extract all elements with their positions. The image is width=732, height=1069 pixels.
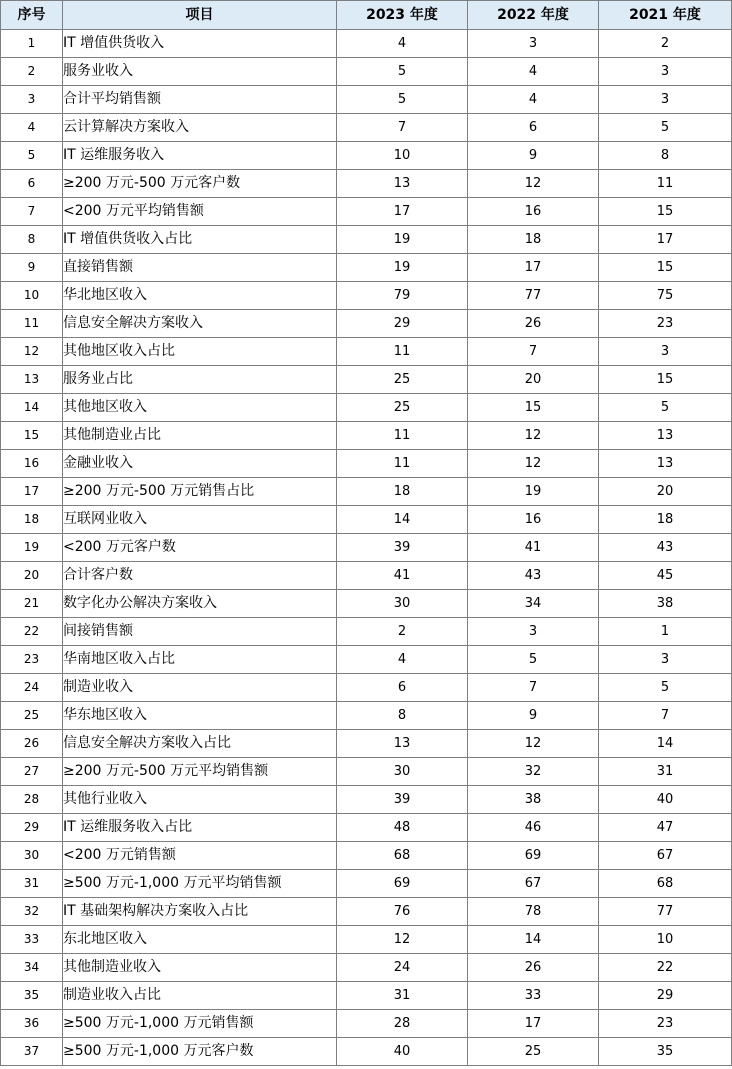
cell-2022: 19 (468, 478, 599, 506)
cell-2023: 25 (337, 366, 468, 394)
cell-2021: 1 (599, 618, 732, 646)
cell-2022: 17 (468, 1010, 599, 1038)
cell-2021: 2 (599, 30, 732, 58)
cell-index: 4 (1, 114, 63, 142)
cell-2021: 38 (599, 590, 732, 618)
cell-item: 间接销售额 (63, 618, 337, 646)
cell-item: 数字化办公解决方案收入 (63, 590, 337, 618)
header-2021: 2021 年度 (599, 1, 732, 30)
cell-2023: 13 (337, 730, 468, 758)
cell-2021: 13 (599, 450, 732, 478)
cell-2022: 12 (468, 450, 599, 478)
cell-2022: 25 (468, 1038, 599, 1066)
table-body (1, 30, 732, 1066)
cell-2021: 5 (599, 394, 732, 422)
cell-2021: 3 (599, 86, 732, 114)
cell-2021: 11 (599, 170, 732, 198)
cell-2022: 77 (468, 282, 599, 310)
cell-2023: 41 (337, 562, 468, 590)
cell-item: 华东地区收入 (63, 702, 337, 730)
cell-2022: 17 (468, 254, 599, 282)
cell-2021: 3 (599, 58, 732, 86)
cell-2023: 76 (337, 898, 468, 926)
cell-2023: 19 (337, 226, 468, 254)
table-row (1, 506, 732, 534)
cell-index: 17 (1, 478, 63, 506)
cell-2023: 68 (337, 842, 468, 870)
cell-2022: 41 (468, 534, 599, 562)
cell-item: IT 增值供货收入占比 (63, 226, 337, 254)
cell-2021: 20 (599, 478, 732, 506)
table-row (1, 646, 732, 674)
cell-2023: 30 (337, 758, 468, 786)
cell-2021: 14 (599, 730, 732, 758)
cell-2023: 4 (337, 646, 468, 674)
cell-2021: 67 (599, 842, 732, 870)
table-row (1, 366, 732, 394)
header-2022: 2022 年度 (468, 1, 599, 30)
cell-2023: 17 (337, 198, 468, 226)
cell-2022: 32 (468, 758, 599, 786)
cell-2023: 13 (337, 170, 468, 198)
cell-2022: 26 (468, 954, 599, 982)
cell-2021: 15 (599, 198, 732, 226)
table-row (1, 842, 732, 870)
cell-2021: 22 (599, 954, 732, 982)
cell-index: 36 (1, 1010, 63, 1038)
cell-index: 16 (1, 450, 63, 478)
cell-2021: 10 (599, 926, 732, 954)
cell-item: 制造业收入 (63, 674, 337, 702)
table-row (1, 562, 732, 590)
table-row (1, 114, 732, 142)
cell-2022: 69 (468, 842, 599, 870)
cell-item: 互联网业收入 (63, 506, 337, 534)
cell-2022: 7 (468, 674, 599, 702)
table-row (1, 30, 732, 58)
cell-2021: 7 (599, 702, 732, 730)
cell-item: 东北地区收入 (63, 926, 337, 954)
table-row (1, 450, 732, 478)
cell-2021: 68 (599, 870, 732, 898)
table-row (1, 674, 732, 702)
cell-index: 22 (1, 618, 63, 646)
table-row (1, 870, 732, 898)
cell-2023: 28 (337, 1010, 468, 1038)
table-row (1, 310, 732, 338)
cell-2022: 78 (468, 898, 599, 926)
cell-2021: 23 (599, 310, 732, 338)
cell-2022: 46 (468, 814, 599, 842)
cell-2022: 15 (468, 394, 599, 422)
cell-index: 14 (1, 394, 63, 422)
cell-2021: 47 (599, 814, 732, 842)
cell-index: 3 (1, 86, 63, 114)
table-row (1, 898, 732, 926)
cell-index: 21 (1, 590, 63, 618)
cell-item: ≥200 万元-500 万元平均销售额 (63, 758, 337, 786)
cell-2021: 5 (599, 674, 732, 702)
cell-item: IT 运维服务收入占比 (63, 814, 337, 842)
table-row (1, 534, 732, 562)
cell-index: 9 (1, 254, 63, 282)
cell-2023: 10 (337, 142, 468, 170)
cell-2023: 14 (337, 506, 468, 534)
cell-item: 合计客户数 (63, 562, 337, 590)
cell-index: 5 (1, 142, 63, 170)
cell-2022: 4 (468, 86, 599, 114)
table-row (1, 814, 732, 842)
cell-index: 31 (1, 870, 63, 898)
table-row (1, 338, 732, 366)
cell-2023: 19 (337, 254, 468, 282)
cell-index: 34 (1, 954, 63, 982)
table-row (1, 702, 732, 730)
table-row (1, 254, 732, 282)
cell-item: 云计算解决方案收入 (63, 114, 337, 142)
cell-item: ≥500 万元-1,000 万元平均销售额 (63, 870, 337, 898)
cell-item: 服务业占比 (63, 366, 337, 394)
cell-index: 26 (1, 730, 63, 758)
cell-item: 信息安全解决方案收入 (63, 310, 337, 338)
cell-2021: 8 (599, 142, 732, 170)
table-header (1, 1, 732, 30)
cell-2023: 8 (337, 702, 468, 730)
header-2023: 2023 年度 (337, 1, 468, 30)
cell-index: 1 (1, 30, 63, 58)
cell-index: 15 (1, 422, 63, 450)
cell-index: 23 (1, 646, 63, 674)
cell-item: <200 万元平均销售额 (63, 198, 337, 226)
cell-2023: 5 (337, 58, 468, 86)
cell-2022: 6 (468, 114, 599, 142)
cell-index: 20 (1, 562, 63, 590)
header-index: 序号 (1, 1, 63, 30)
table-row (1, 226, 732, 254)
cell-index: 18 (1, 506, 63, 534)
cell-item: 其他行业收入 (63, 786, 337, 814)
cell-index: 19 (1, 534, 63, 562)
cell-item: ≥200 万元-500 万元客户数 (63, 170, 337, 198)
cell-item: 金融业收入 (63, 450, 337, 478)
cell-2021: 40 (599, 786, 732, 814)
cell-item: ≥500 万元-1,000 万元客户数 (63, 1038, 337, 1066)
cell-2021: 23 (599, 1010, 732, 1038)
table-row (1, 618, 732, 646)
cell-2023: 39 (337, 534, 468, 562)
cell-index: 2 (1, 58, 63, 86)
cell-item: 制造业收入占比 (63, 982, 337, 1010)
cell-index: 30 (1, 842, 63, 870)
cell-2022: 43 (468, 562, 599, 590)
cell-2022: 16 (468, 506, 599, 534)
cell-2021: 5 (599, 114, 732, 142)
cell-index: 28 (1, 786, 63, 814)
cell-2022: 12 (468, 730, 599, 758)
header-item: 项目 (63, 1, 337, 30)
cell-2022: 16 (468, 198, 599, 226)
table-row (1, 590, 732, 618)
cell-2023: 4 (337, 30, 468, 58)
table-row (1, 982, 732, 1010)
cell-index: 10 (1, 282, 63, 310)
cell-2023: 30 (337, 590, 468, 618)
cell-2023: 18 (337, 478, 468, 506)
cell-item: IT 增值供货收入 (63, 30, 337, 58)
cell-item: IT 基础架构解决方案收入占比 (63, 898, 337, 926)
cell-item: 华南地区收入占比 (63, 646, 337, 674)
cell-2021: 31 (599, 758, 732, 786)
table-row (1, 730, 732, 758)
cell-index: 32 (1, 898, 63, 926)
cell-2023: 24 (337, 954, 468, 982)
cell-2021: 77 (599, 898, 732, 926)
cell-2022: 4 (468, 58, 599, 86)
cell-2023: 11 (337, 422, 468, 450)
cell-2021: 45 (599, 562, 732, 590)
table-row (1, 1038, 732, 1066)
cell-index: 33 (1, 926, 63, 954)
cell-2022: 18 (468, 226, 599, 254)
cell-2023: 2 (337, 618, 468, 646)
cell-item: 直接销售额 (63, 254, 337, 282)
cell-2022: 5 (468, 646, 599, 674)
cell-item: <200 万元销售额 (63, 842, 337, 870)
table-row (1, 282, 732, 310)
cell-index: 13 (1, 366, 63, 394)
cell-2022: 33 (468, 982, 599, 1010)
cell-2021: 15 (599, 254, 732, 282)
cell-2022: 34 (468, 590, 599, 618)
cell-index: 35 (1, 982, 63, 1010)
cell-index: 7 (1, 198, 63, 226)
cell-item: 合计平均销售额 (63, 86, 337, 114)
table-row (1, 926, 732, 954)
cell-index: 8 (1, 226, 63, 254)
cell-2022: 9 (468, 702, 599, 730)
cell-2023: 6 (337, 674, 468, 702)
cell-index: 37 (1, 1038, 63, 1066)
cell-item: IT 运维服务收入 (63, 142, 337, 170)
table-row (1, 198, 732, 226)
cell-2023: 39 (337, 786, 468, 814)
cell-2023: 11 (337, 450, 468, 478)
cell-item: ≥200 万元-500 万元销售占比 (63, 478, 337, 506)
table-row (1, 394, 732, 422)
cell-2021: 15 (599, 366, 732, 394)
table-row (1, 1010, 732, 1038)
cell-item: 其他制造业占比 (63, 422, 337, 450)
cell-2023: 79 (337, 282, 468, 310)
cell-2022: 67 (468, 870, 599, 898)
cell-2023: 5 (337, 86, 468, 114)
cell-item: 信息安全解决方案收入占比 (63, 730, 337, 758)
cell-2021: 3 (599, 646, 732, 674)
cell-2022: 14 (468, 926, 599, 954)
table-row (1, 758, 732, 786)
cell-2022: 12 (468, 170, 599, 198)
cell-index: 12 (1, 338, 63, 366)
cell-index: 29 (1, 814, 63, 842)
cell-2022: 3 (468, 618, 599, 646)
cell-item: 其他制造业收入 (63, 954, 337, 982)
cell-2022: 7 (468, 338, 599, 366)
cell-2023: 48 (337, 814, 468, 842)
cell-2023: 11 (337, 338, 468, 366)
cell-2022: 20 (468, 366, 599, 394)
cell-2021: 18 (599, 506, 732, 534)
cell-index: 27 (1, 758, 63, 786)
table-row (1, 58, 732, 86)
cell-2021: 3 (599, 338, 732, 366)
cell-2023: 69 (337, 870, 468, 898)
cell-item: 服务业收入 (63, 58, 337, 86)
cell-2023: 7 (337, 114, 468, 142)
cell-2022: 3 (468, 30, 599, 58)
cell-2022: 12 (468, 422, 599, 450)
cell-item: 其他地区收入 (63, 394, 337, 422)
cell-2021: 29 (599, 982, 732, 1010)
table-row (1, 142, 732, 170)
cell-index: 11 (1, 310, 63, 338)
cell-2023: 40 (337, 1038, 468, 1066)
cell-index: 6 (1, 170, 63, 198)
cell-2022: 26 (468, 310, 599, 338)
table-row (1, 422, 732, 450)
cell-2021: 13 (599, 422, 732, 450)
table-row (1, 478, 732, 506)
table-row (1, 170, 732, 198)
table-row (1, 954, 732, 982)
cell-index: 25 (1, 702, 63, 730)
cell-item: <200 万元客户数 (63, 534, 337, 562)
header-row (1, 1, 732, 30)
cell-2021: 17 (599, 226, 732, 254)
cell-2023: 29 (337, 310, 468, 338)
cell-item: 华北地区收入 (63, 282, 337, 310)
cell-2022: 38 (468, 786, 599, 814)
cell-2023: 31 (337, 982, 468, 1010)
cell-2023: 12 (337, 926, 468, 954)
cell-2021: 35 (599, 1038, 732, 1066)
cell-item: 其他地区收入占比 (63, 338, 337, 366)
table-row (1, 786, 732, 814)
cell-index: 24 (1, 674, 63, 702)
cell-2021: 43 (599, 534, 732, 562)
table-row (1, 86, 732, 114)
cell-2022: 9 (468, 142, 599, 170)
cell-2023: 25 (337, 394, 468, 422)
cell-item: ≥500 万元-1,000 万元销售额 (63, 1010, 337, 1038)
cell-2021: 75 (599, 282, 732, 310)
